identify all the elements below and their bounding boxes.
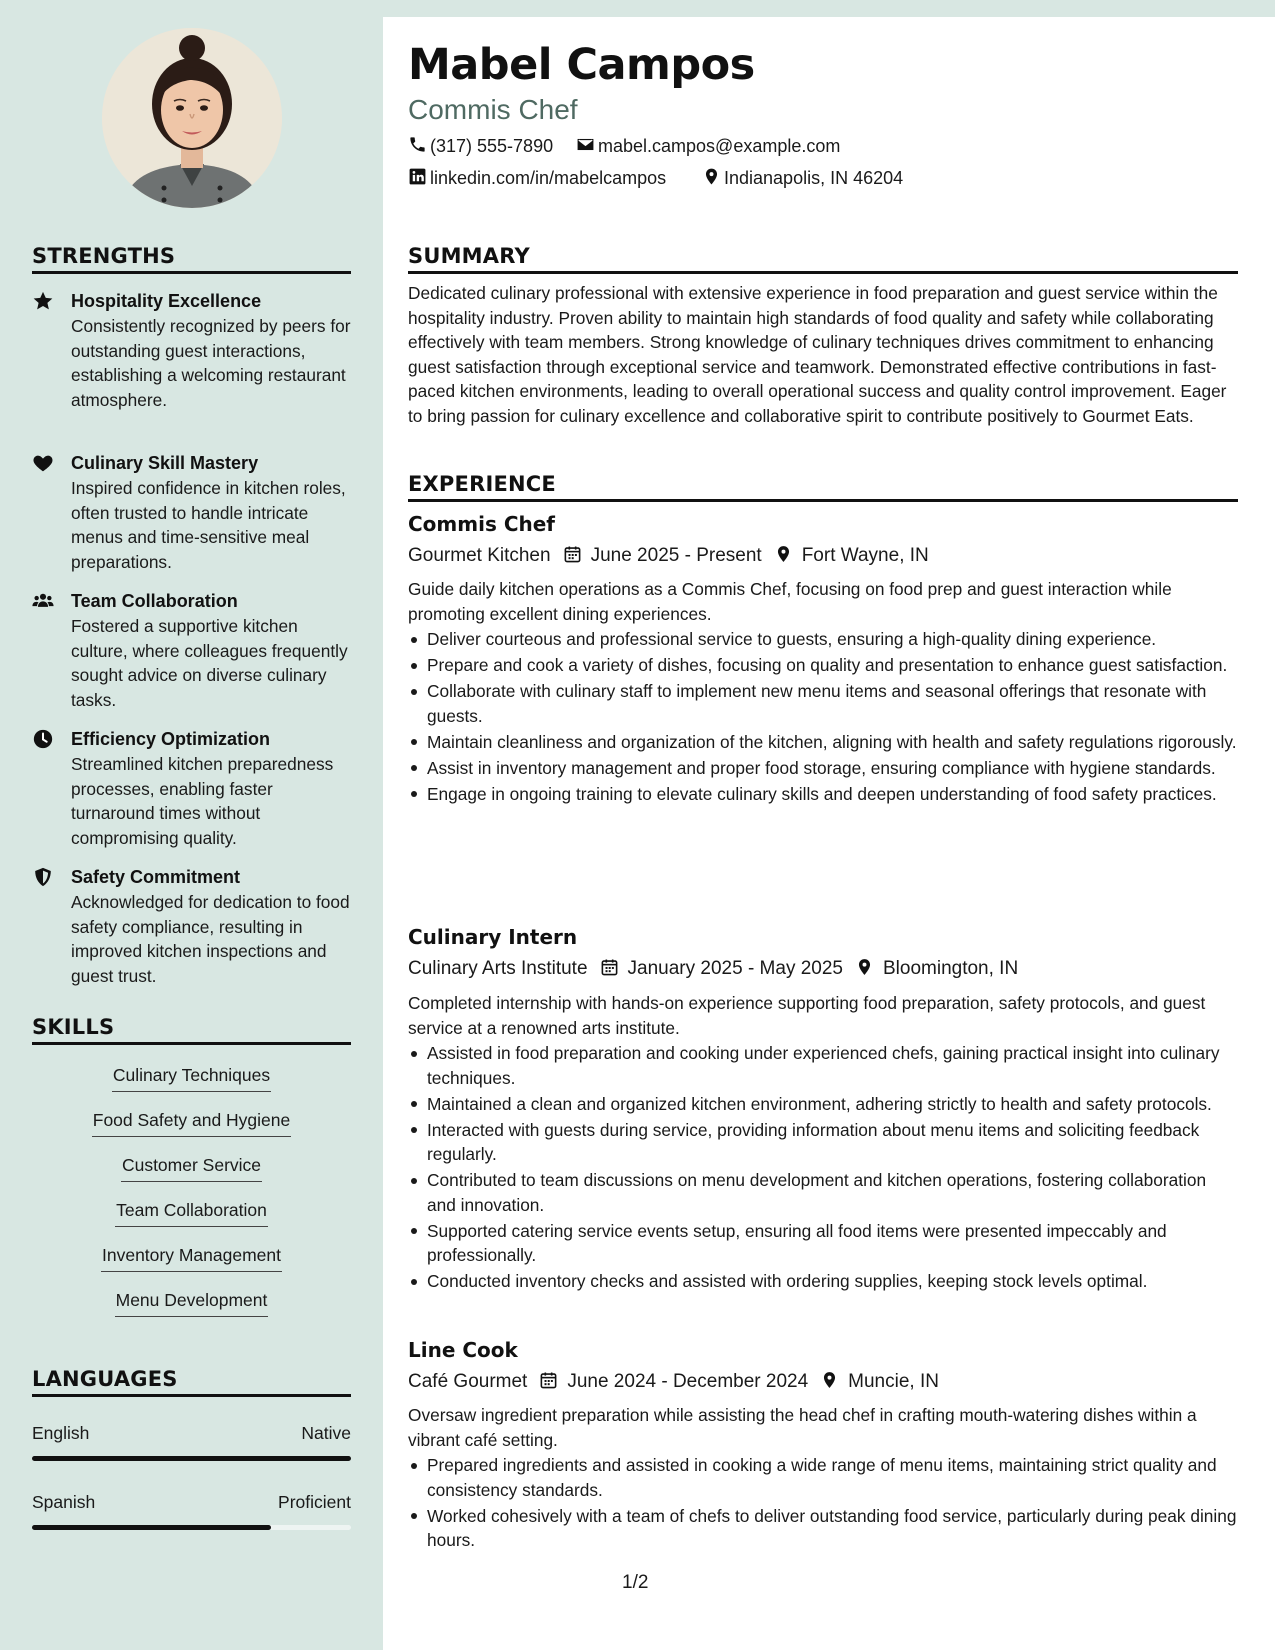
skill-label: Team Collaboration	[115, 1198, 268, 1227]
job-title: Line Cook	[408, 1338, 518, 1362]
bullet-item: Maintained a clean and organized kitchen environment, adhering strictly to health and safety protocols.	[408, 1092, 1238, 1117]
job-bullets	[408, 1453, 1238, 1554]
job-dates: June 2024 - December 2024	[567, 1371, 809, 1392]
bullet-item: Collaborate with culinary staff to implement new menu items and seasonal offerings that resonate with guests.	[408, 679, 1238, 728]
bullet-item: Interacted with guests during service, providing information about menu items and soliciting feedback regularly.	[408, 1118, 1238, 1167]
job-description: Completed internship with hands-on experience supporting food preparation, safety protocols, and guest service at a renowned arts institute.	[408, 993, 1206, 1038]
strength-desc: Fostered a supportive kitchen culture, where colleagues frequently sought advice on diverse culinary tasks.	[71, 616, 348, 710]
map-pin-icon	[702, 167, 722, 187]
proficiency-fill	[32, 1456, 351, 1461]
skill-tag	[32, 1108, 351, 1137]
bullet-item: Conducted inventory checks and assisted with ordering supplies, keeping stock levels optimal.	[408, 1269, 1238, 1294]
languages-heading: LANGUAGES	[32, 1367, 351, 1397]
skill-tag	[32, 1243, 351, 1272]
map-pin-icon	[855, 957, 875, 977]
candidate-name: Mabel Campos	[408, 40, 755, 90]
strength-title: Safety Commitment	[71, 867, 241, 887]
job-location: Muncie, IN	[848, 1371, 939, 1392]
strength-title: Team Collaboration	[71, 591, 238, 611]
skill-label: Culinary Techniques	[112, 1063, 271, 1092]
strength-title: Culinary Skill Mastery	[71, 453, 259, 473]
language-item	[32, 1423, 351, 1463]
strength-desc: Streamlined kitchen preparedness processes, enabling faster turnaround times without compromising quality.	[71, 754, 334, 848]
clock-icon	[32, 728, 56, 752]
bullet-item: Prepared ingredients and assisted in cooking a wide range of menu items, maintaining strict quality and consistency standards.	[408, 1453, 1238, 1502]
job-description: Guide daily kitchen operations as a Commis Chef, focusing on food prep and guest interaction while promoting excellent dining experiences.	[408, 579, 1172, 624]
job-meta	[408, 957, 1018, 981]
bullet-item: Supported catering service events setup, ensuring all food items were presented impeccably and professionally.	[408, 1219, 1238, 1268]
job-title: Commis Chef	[408, 512, 556, 536]
job-company: Gourmet Kitchen	[408, 545, 551, 566]
skill-tag	[32, 1063, 351, 1092]
phone-text: (317) 555-7890	[430, 136, 554, 156]
bullet-item: Worked cohesively with a team of chefs to deliver outstanding food service, particularly during peak dining hours.	[408, 1504, 1238, 1553]
language-level: Proficient	[278, 1492, 351, 1512]
summary-text: Dedicated culinary professional with extensive experience in food preparation and guest service within the hospitality industry. Proven ability to maintain high standards of food quality and safety while collaborating effectively with team members. Strong knowledge of culinary techniques drives commitment to enhancing guest satisfaction through exceptional service and teamwork. Demonstrated effective contributions in fast-paced kitchen environments, leading to overall operational success and quality control improvement. Eager to bring passion for culinary excellence and collaborative spirit to contribute positively to Gourmet Eats.	[408, 283, 1227, 426]
skill-tag	[32, 1153, 351, 1182]
star-icon	[32, 290, 56, 314]
strength-title: Efficiency Optimization	[71, 729, 271, 749]
map-pin-icon	[774, 544, 794, 564]
skill-label: Customer Service	[121, 1153, 262, 1182]
job-meta	[408, 544, 929, 568]
job-meta	[408, 1370, 939, 1394]
profile-photo	[102, 28, 282, 208]
proficiency-fill	[32, 1525, 271, 1530]
summary-heading: SUMMARY	[408, 244, 1238, 274]
job-title: Culinary Intern	[408, 925, 578, 949]
phone-icon	[408, 135, 428, 155]
bullet-item: Maintain cleanliness and organization of the kitchen, aligning with health and safety regulations rigorously.	[408, 730, 1238, 755]
job-location: Fort Wayne, IN	[801, 545, 929, 566]
contact-location	[702, 167, 903, 189]
job-description: Oversaw ingredient preparation while assisting the head chef in crafting mouth-watering dishes within a vibrant café setting.	[408, 1405, 1197, 1450]
linkedin-text: linkedin.com/in/mabelcampos	[430, 168, 667, 188]
page-number: 1/2	[622, 1572, 649, 1593]
proficiency-track	[32, 1456, 351, 1461]
users-icon	[32, 590, 56, 614]
job-bullets	[408, 1041, 1238, 1295]
bullet-item: Assisted in food preparation and cooking under experienced chefs, gaining practical insight into culinary techniques.	[408, 1041, 1238, 1090]
strength-desc: Consistently recognized by peers for outstanding guest interactions, establishing a welcoming restaurant atmosphere.	[71, 316, 351, 410]
language-item	[32, 1492, 351, 1532]
bullet-item: Assist in inventory management and proper food storage, ensuring compliance with hygiene standards.	[408, 756, 1238, 781]
shield-icon	[32, 866, 56, 890]
language-name: English	[32, 1423, 90, 1443]
heart-icon	[32, 452, 56, 476]
strength-desc: Acknowledged for dedication to food safety compliance, resulting in improved kitchen inspections and guest trust.	[71, 892, 350, 986]
skill-label: Menu Development	[115, 1288, 269, 1317]
skill-label: Food Safety and Hygiene	[92, 1108, 292, 1137]
job-company: Café Gourmet	[408, 1371, 528, 1392]
language-name: Spanish	[32, 1492, 96, 1512]
calendar-icon	[539, 1370, 559, 1390]
job-location: Bloomington, IN	[883, 958, 1019, 979]
strength-title: Hospitality Excellence	[71, 291, 262, 311]
skills-heading: SKILLS	[32, 1015, 351, 1045]
location-text: Indianapolis, IN 46204	[724, 168, 904, 188]
profile-photo-illustration	[102, 28, 282, 208]
bullet-item: Deliver courteous and professional service to guests, ensuring a high-quality dining experience.	[408, 627, 1238, 652]
candidate-title: Commis Chef	[408, 94, 578, 125]
strengths-heading: STRENGTHS	[32, 244, 351, 274]
linkedin-icon	[408, 167, 428, 187]
job-company: Culinary Arts Institute	[408, 958, 588, 979]
bullet-item: Prepare and cook a variety of dishes, focusing on quality and presentation to enhance guest satisfaction.	[408, 653, 1238, 678]
experience-heading: EXPERIENCE	[408, 472, 1238, 502]
skill-tag	[32, 1288, 351, 1317]
email-text: mabel.campos@example.com	[598, 136, 841, 156]
envelope-icon	[576, 135, 596, 155]
proficiency-track	[32, 1525, 351, 1530]
contact-phone[interactable]	[408, 135, 553, 157]
contact-linkedin[interactable]	[408, 167, 666, 189]
map-pin-icon	[820, 1370, 840, 1390]
job-dates: January 2025 - May 2025	[627, 958, 843, 979]
bullet-item: Engage in ongoing training to elevate culinary skills and deepen understanding of food safety practices.	[408, 782, 1238, 807]
bullet-item: Contributed to team discussions on menu development and kitchen operations, fostering collaboration and innovation.	[408, 1168, 1238, 1217]
contact-email[interactable]	[576, 135, 840, 157]
language-level: Native	[301, 1423, 351, 1443]
calendar-icon	[600, 957, 620, 977]
calendar-icon	[563, 544, 583, 564]
job-dates: June 2025 - Present	[590, 545, 762, 566]
job-bullets	[408, 627, 1238, 808]
skill-tag	[32, 1198, 351, 1227]
strength-desc: Inspired confidence in kitchen roles, often trusted to handle intricate menus and time-sensitive meal preparations.	[71, 478, 346, 572]
skill-label: Inventory Management	[101, 1243, 282, 1272]
